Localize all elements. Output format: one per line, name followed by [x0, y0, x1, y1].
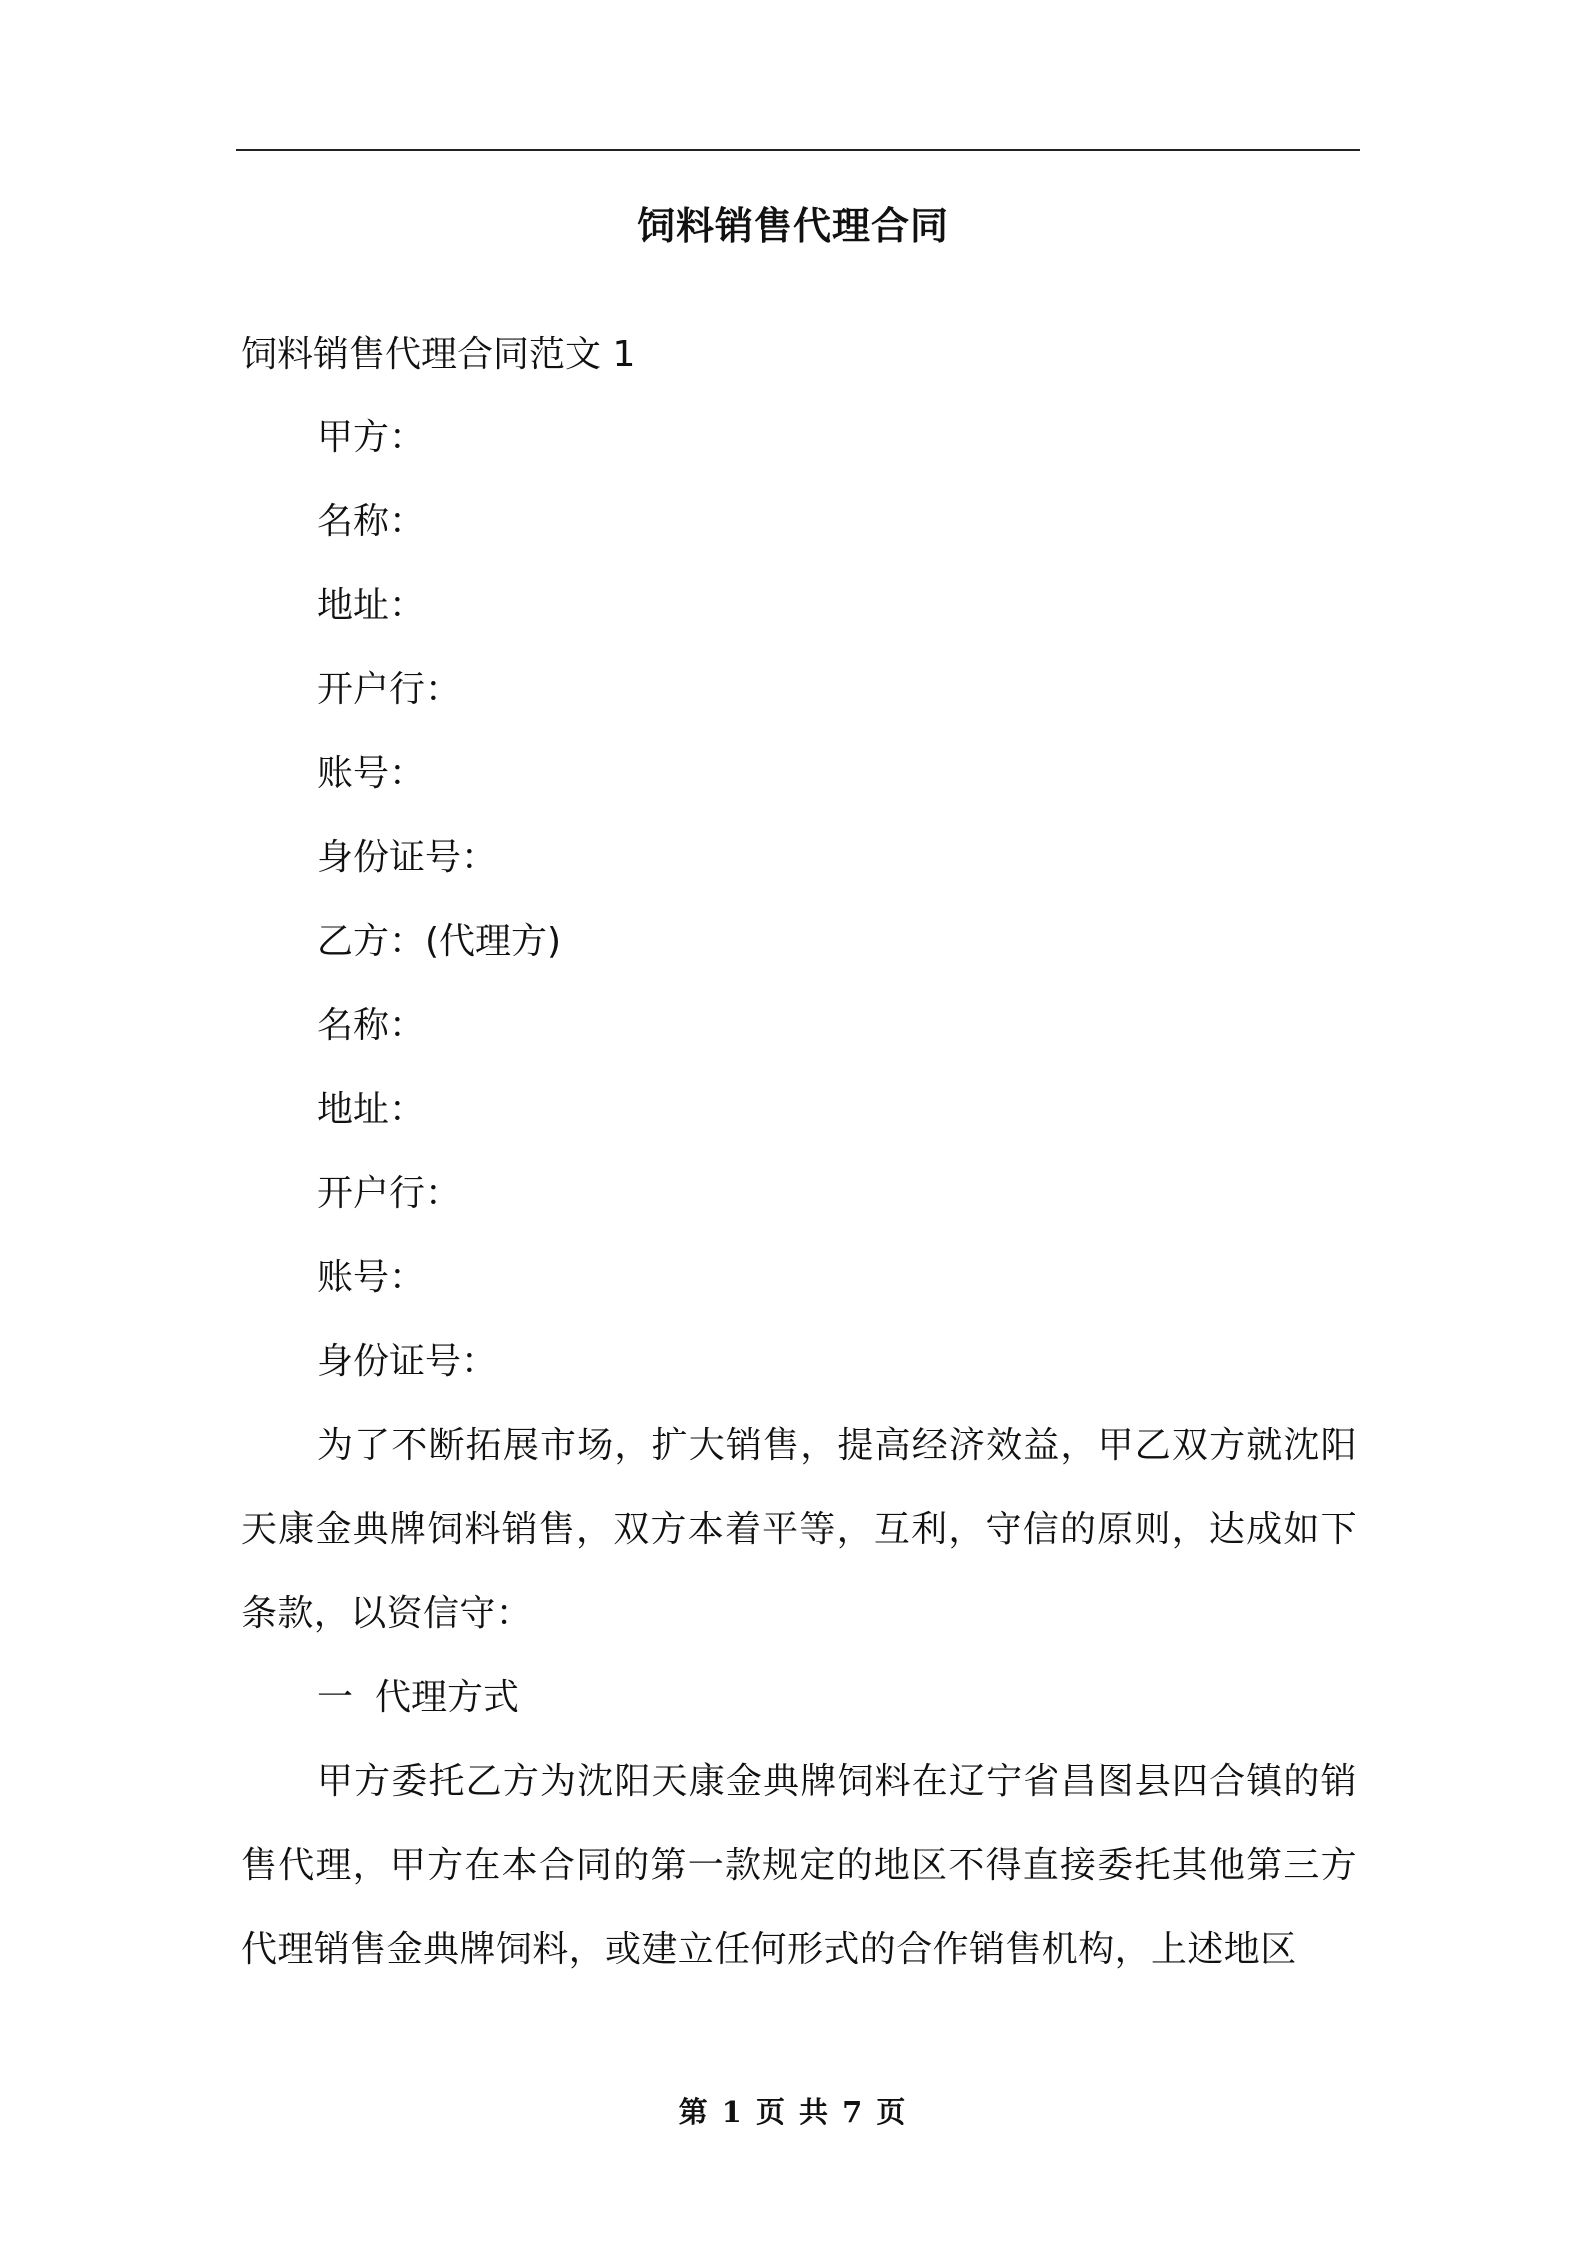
- party-b-name-field: 名称：: [317, 1005, 426, 1046]
- header-rule: [236, 149, 1360, 151]
- intro-paragraph: 为了不断拓展市场，扩大销售，提高经济效益，甲乙双方就沈阳天康金典牌饲料销售，双方本着平等，互利，守信的原则，达成如下条款，以资信守：: [241, 1425, 1357, 1634]
- party-a-account-field: 账号：: [317, 753, 426, 794]
- party-a-id-field: 身份证号：: [317, 837, 498, 878]
- section-paragraph: 甲方委托乙方为沈阳天康金典牌饲料在辽宁省昌图县四合镇的销售代理，甲方在本合同的第一款规定的地区不得直接委托其他第三方代理销售金典牌饲料，或建立任何形式的合作销售机构，上述地区: [241, 1761, 1357, 1970]
- section-heading: [241, 1656, 1357, 1740]
- party-a-address-field: 地址：: [317, 585, 426, 626]
- document-subtitle: 饲料销售代理合同范文 1: [241, 334, 636, 375]
- party-a-name-field: 名称：: [317, 501, 426, 542]
- party-b-address-field: 地址：: [317, 1089, 426, 1130]
- party-b-account-field: 账号：: [317, 1257, 426, 1298]
- section-title: 代理方式: [375, 1677, 520, 1718]
- party-a-label: 甲方：: [317, 417, 426, 458]
- party-b-label: 乙方：(代理方): [317, 921, 562, 962]
- party-b-bank-field: 开户行：: [317, 1173, 462, 1214]
- page-number: 第 1 页 共 7 页: [678, 2095, 908, 2129]
- party-fields: [241, 409, 1357, 1417]
- document-body: [241, 326, 1357, 1992]
- party-b-id-field: 身份证号：: [317, 1341, 498, 1382]
- document-title: 饲料销售代理合同: [636, 204, 949, 248]
- section-number: 一: [317, 1677, 354, 1718]
- party-a-bank-field: 开户行：: [317, 669, 462, 710]
